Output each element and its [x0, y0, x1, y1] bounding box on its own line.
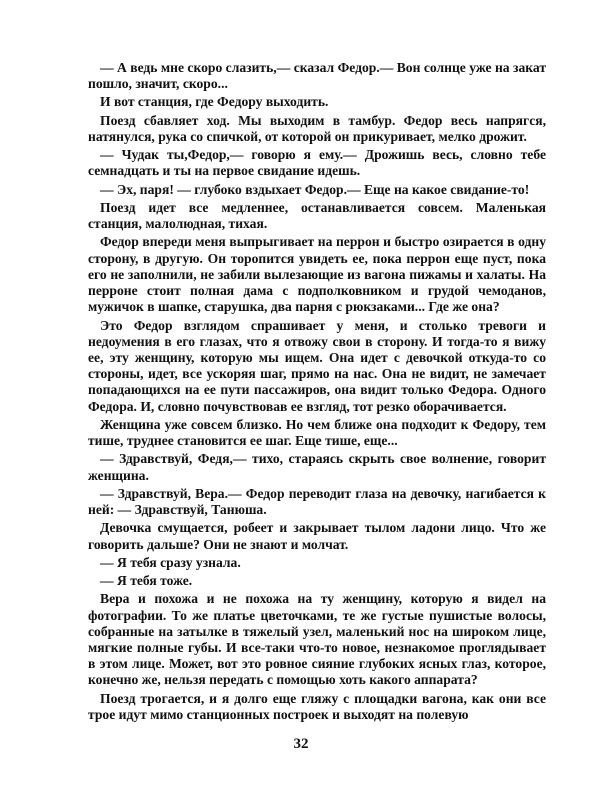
paragraph: Поезд идет все медленнее, останавливается совсем. Маленькая станция, малолюдная, тихая.: [88, 199, 546, 232]
paragraph: Девочка смущается, робеет и закрывает тылом ладони лицо. Что же говорить дальше? Они не знают и молчат.: [88, 520, 546, 552]
paragraph: — Я тебя сразу узнала.: [100, 554, 241, 570]
paragraph: Вера и похожа и не похожа на ту женщину, которую я видел на фотографии. То же платье цветочками, те же густые пушистые волосы, собранные на затылке в тяжелый узел, маленький нос на широком лице, мягкие полные губы. И все-таки что-то новое, незнакомое проглядывает в этом лице. Может, вот это ровное сияние глубоких ясных глаз, которое, конечно же, нельзя передать с помощью хоть какого аппарата?: [88, 591, 546, 688]
paragraph: Поезд сбавляет ход. Мы выходим в тамбур. Федор весь напрягся, натянулся, рука со спичкой, от которой он прикуривает, мелко дрожит.: [88, 112, 546, 144]
paragraph: — Здравствуй, Вера.— Федор переводит глаза на девочку, нагибается к ней: — Здравствуй, Танюша.: [88, 485, 546, 518]
paragraph: — Эх, паря! — глубоко вздыхает Федор.— Еще на какое свидание-то!: [100, 181, 530, 197]
paragraph: — Чудак ты,Федор,— говорю я ему.— Дрожишь весь, словно тебе семнадцать и ты на первое свидание идешь.: [88, 147, 546, 179]
paragraph: — А ведь мне скоро слазить,— сказал Федор.— Вон солнце уже на закат пошло, значит, скоро...: [88, 60, 546, 92]
paragraph: И вот станция, где Федору выходить.: [100, 94, 329, 110]
text-column: [88, 60, 546, 725]
paragraph: Федор впереди меня выпрыгивает на перрон и быстро озирается в одну сторону, в другую. Он торопится увидеть ее, пока перрон еще пуст, пока его не заполнили, не забили вылезающие из вагона пижамы и халаты. На перроне стоит полная дама с подполковником и грудой чемоданов, мужичок в шапке, старушка, два парня с рюкзаками... Где же она?: [88, 234, 546, 315]
paragraph: Женщина уже совсем близко. Но чем ближе она подходит к Федору, тем тише, труднее становится ее шаг. Еще тише, еще...: [88, 416, 546, 449]
paragraph: — Я тебя тоже.: [100, 573, 193, 589]
paragraph: — Здравствуй, Федя,— тихо, стараясь скрыть свое волнение, говорит женщина.: [88, 451, 546, 483]
paragraph: Это Федор взглядом спрашивает у меня, и столько тревоги и недоумения в его глазах, что я отвожу свои в сторону. И тогда-то я вижу ее, эту женщину, которую мы ищем. Она идет с девочкой откуда-то со стороны, идет, все ускоряя шаг, прямо на нас. Она не видит, не замечает попадающихся на ее пути пассажиров, она видит только Федора. Одного Федора. И, словно почувствовав ее взгляд, тот резко оборачивается.: [88, 317, 546, 414]
page-number: 32: [293, 736, 309, 752]
paragraph: Поезд трогается, и я долго еще гляжу с площадки вагона, как они все трое идут мимо станционных построек и выходят на полевую: [88, 690, 546, 722]
